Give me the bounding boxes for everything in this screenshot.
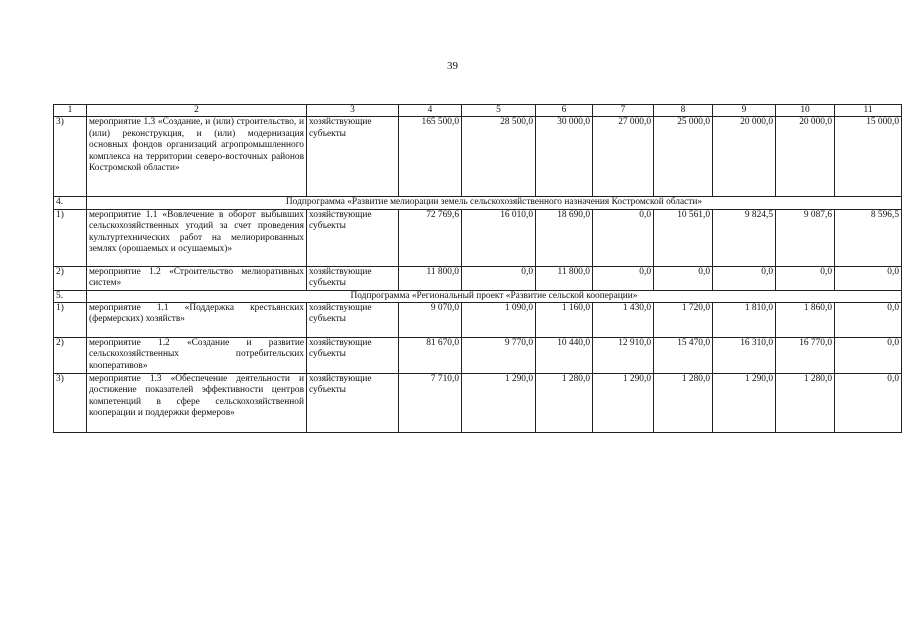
value-cell: 9 770,0: [462, 338, 536, 374]
header-row: [54, 105, 902, 117]
value-cell: 0,0: [713, 266, 776, 290]
header-cell: 5: [462, 105, 536, 117]
value-cell: 1 430,0: [593, 303, 654, 338]
value-cell: 20 000,0: [713, 117, 776, 197]
value-cell: 9 824,5: [713, 209, 776, 266]
measure-name: мероприятие 1.2 «Создание и развитие сельскохозяйственных потребительских кооперативов»: [87, 338, 307, 374]
header-cell: 6: [536, 105, 593, 117]
header-cell: 4: [399, 105, 462, 117]
row-number: 2): [54, 266, 87, 290]
value-cell: 0,0: [654, 266, 713, 290]
value-cell: 12 910,0: [593, 338, 654, 374]
value-cell: 15 470,0: [654, 338, 713, 374]
table-row: [54, 117, 902, 197]
subprogram-number: 5.: [54, 290, 87, 302]
value-cell: 81 670,0: [399, 338, 462, 374]
executor: хозяйствующие субъекты: [307, 338, 399, 374]
value-cell: 1 090,0: [462, 303, 536, 338]
value-cell: 165 500,0: [399, 117, 462, 197]
value-cell: 0,0: [835, 338, 902, 374]
value-cell: 1 810,0: [713, 303, 776, 338]
table-row: [54, 374, 902, 433]
executor: хозяйствующие субъекты: [307, 266, 399, 290]
executor: хозяйствующие субъекты: [307, 374, 399, 433]
row-number: 3): [54, 117, 87, 197]
value-cell: 0,0: [835, 303, 902, 338]
value-cell: 16 010,0: [462, 209, 536, 266]
value-cell: 1 290,0: [462, 374, 536, 433]
executor: хозяйствующие субъекты: [307, 209, 399, 266]
header-cell: 9: [713, 105, 776, 117]
measure-name: мероприятие 1.3 «Обеспечение деятельности и достижение показателей эффективности центров компетенций в сфере сельскохозяйственной кооперации и поддержки фермеров»: [87, 374, 307, 433]
value-cell: 27 000,0: [593, 117, 654, 197]
value-cell: 0,0: [593, 266, 654, 290]
value-cell: 11 800,0: [399, 266, 462, 290]
value-cell: 1 290,0: [593, 374, 654, 433]
header-cell: 2: [87, 105, 307, 117]
value-cell: 0,0: [593, 209, 654, 266]
subprogram-title: Подпрограмма «Развитие мелиорации земель сельскохозяйственного назначения Костромской области»: [87, 197, 902, 209]
header-cell: 3: [307, 105, 399, 117]
value-cell: 9 087,6: [776, 209, 835, 266]
measure-name: мероприятие 1.1 «Поддержка крестьянских (фермерских) хозяйств»: [87, 303, 307, 338]
value-cell: 0,0: [776, 266, 835, 290]
subprogram-number: 4.: [54, 197, 87, 209]
value-cell: 1 280,0: [776, 374, 835, 433]
value-cell: 72 769,6: [399, 209, 462, 266]
value-cell: 1 280,0: [654, 374, 713, 433]
measure-name: мероприятие 1.1 «Вовлечение в оборот выбывших сельскохозяйственных угодий за счет проведения культуртехнических работ на мелиорированных землях (орошаемых и осушаемых)»: [87, 209, 307, 266]
budget-table: [53, 104, 902, 433]
value-cell: 9 070,0: [399, 303, 462, 338]
header-cell: 11: [835, 105, 902, 117]
table-row: [54, 303, 902, 338]
value-cell: 28 500,0: [462, 117, 536, 197]
page-number: 39: [447, 60, 458, 72]
row-number: 2): [54, 338, 87, 374]
measure-name: мероприятие 1.2 «Строительство мелиоративных систем»: [87, 266, 307, 290]
value-cell: 7 710,0: [399, 374, 462, 433]
value-cell: 20 000,0: [776, 117, 835, 197]
value-cell: 11 800,0: [536, 266, 593, 290]
header-cell: 1: [54, 105, 87, 117]
value-cell: 10 561,0: [654, 209, 713, 266]
measure-name: мероприятие 1.3 «Создание, и (или) строительство, и (или) реконструкция, и (или) модернизация основных фондов организаций агропромышленного комплекса на территории северо-восточных районов Костромской области»: [87, 117, 307, 197]
value-cell: 16 310,0: [713, 338, 776, 374]
row-number: 1): [54, 209, 87, 266]
subprogram-title: Подпрограмма «Региональный проект «Развитие сельской кооперации»: [87, 290, 902, 302]
value-cell: 10 440,0: [536, 338, 593, 374]
executor: хозяйствующие субъекты: [307, 117, 399, 197]
header-cell: 8: [654, 105, 713, 117]
value-cell: 18 690,0: [536, 209, 593, 266]
subprogram-row: [54, 197, 902, 209]
header-cell: 7: [593, 105, 654, 117]
value-cell: 1 720,0: [654, 303, 713, 338]
row-number: 1): [54, 303, 87, 338]
value-cell: 1 280,0: [536, 374, 593, 433]
header-cell: 10: [776, 105, 835, 117]
value-cell: 30 000,0: [536, 117, 593, 197]
value-cell: 1 160,0: [536, 303, 593, 338]
value-cell: 0,0: [462, 266, 536, 290]
value-cell: 0,0: [835, 266, 902, 290]
executor: хозяйствующие субъекты: [307, 303, 399, 338]
value-cell: 8 596,5: [835, 209, 902, 266]
value-cell: 1 290,0: [713, 374, 776, 433]
value-cell: 0,0: [835, 374, 902, 433]
value-cell: 16 770,0: [776, 338, 835, 374]
value-cell: 25 000,0: [654, 117, 713, 197]
subprogram-row: [54, 290, 902, 302]
value-cell: 1 860,0: [776, 303, 835, 338]
table-row: [54, 266, 902, 290]
row-number: 3): [54, 374, 87, 433]
table-row: [54, 209, 902, 266]
table-row: [54, 338, 902, 374]
value-cell: 15 000,0: [835, 117, 902, 197]
